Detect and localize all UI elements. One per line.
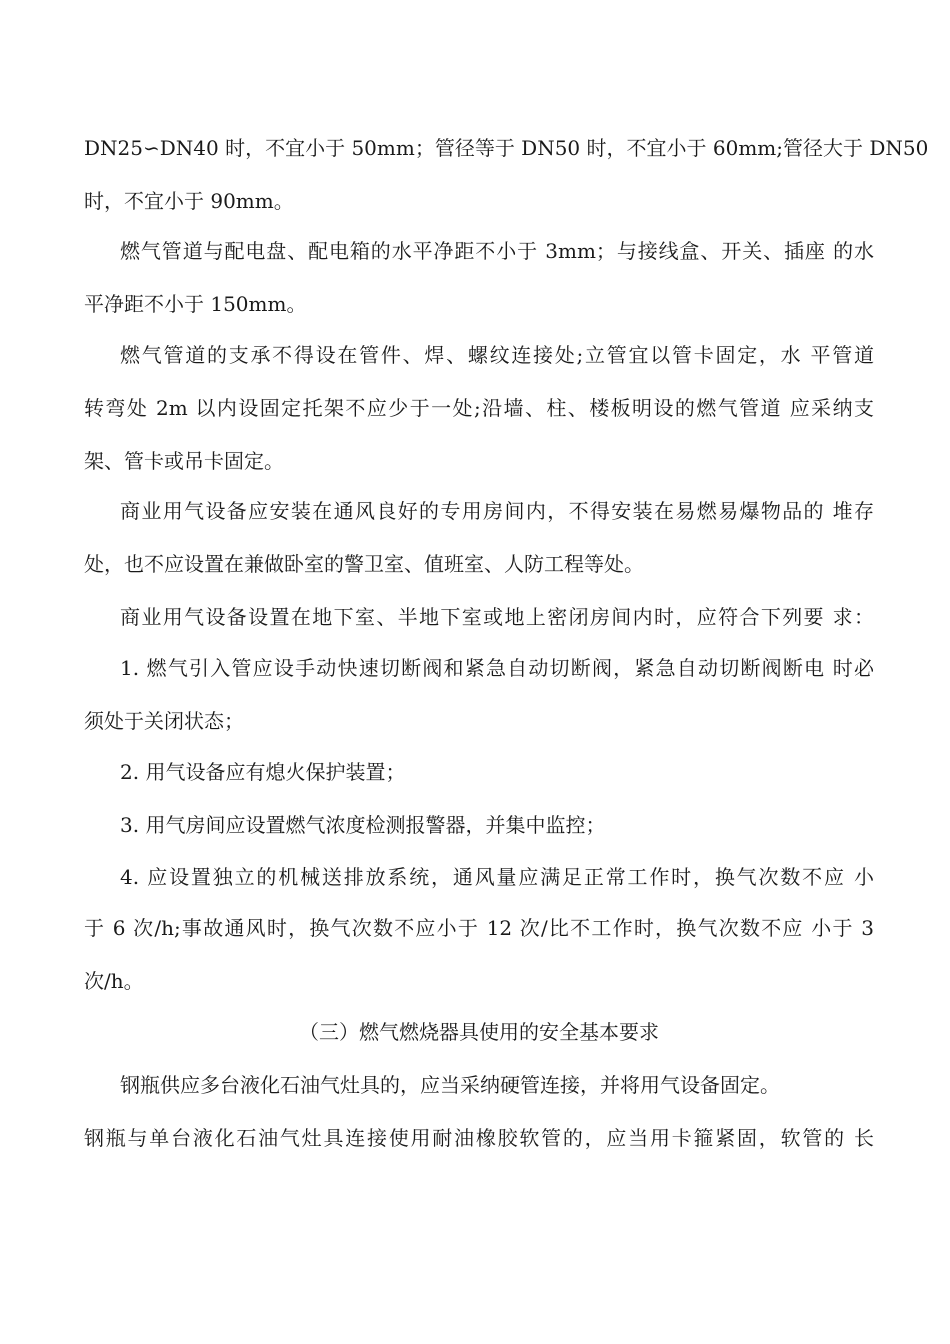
text-line: 钢瓶与单台液化石油气灶具连接使用耐油橡胶软管的，应当用卡箍紧固，软管的 长	[84, 1126, 874, 1150]
text-line: 于 6 次/h;事故通风时，换气次数不应小于 12 次/比不工作时，换气次数不应 小于 3	[84, 916, 874, 940]
text-line: 次/h。	[84, 969, 144, 993]
text-line: DN25∽DN40 时，不宜小于 50mm；管径等于 DN50 时，不宜小于 60mm;管径大于 DN50	[84, 136, 929, 160]
text-line: 燃气管道与配电盘、配电箱的水平净距不小于 3mm；与接线盒、开关、插座 的水	[120, 239, 874, 263]
text-line: 须处于关闭状态；	[84, 709, 244, 733]
text-line: 平净距不小于 150mm。	[84, 292, 307, 316]
list-item: 2. 用气设备应有熄火保护装置；	[120, 760, 406, 784]
text-line: 钢瓶供应多台液化石油气灶具的，应当采纳硬管连接，并将用气设备固定。	[120, 1073, 780, 1097]
text-line: 燃气管道的支承不得设在管件、焊、螺纹连接处;立管宜以管卡固定，水 平管道	[120, 343, 874, 367]
section-heading: （三）燃气燃烧器具使用的安全基本要求	[299, 1020, 659, 1044]
list-item: 3. 用气房间应设置燃气浓度检测报警器，并集中监控；	[120, 813, 606, 837]
text-line: 架、管卡或吊卡固定。	[84, 449, 284, 473]
text-line: 商业用气设备设置在地下室、半地下室或地上密闭房间内时，应符合下列要 求：	[120, 605, 874, 629]
text-line: 转弯处 2m 以内设固定托架不应少于一处;沿墙、柱、楼板明设的燃气管道 应采纳支	[84, 396, 874, 420]
text-line: 处，也不应设置在兼做卧室的警卫室、值班室、人防工程等处。	[84, 552, 644, 576]
list-item: 4. 应设置独立的机械送排放系统，通风量应满足正常工作时，换气次数不应 小	[120, 865, 874, 889]
list-item: 1. 燃气引入管应设手动快速切断阀和紧急自动切断阀，紧急自动切断阀断电 时必	[120, 656, 874, 680]
text-line: 时，不宜小于 90mm。	[84, 189, 294, 213]
text-line: 商业用气设备应安装在通风良好的专用房间内，不得安装在易燃易爆物品的 堆存	[120, 499, 874, 523]
